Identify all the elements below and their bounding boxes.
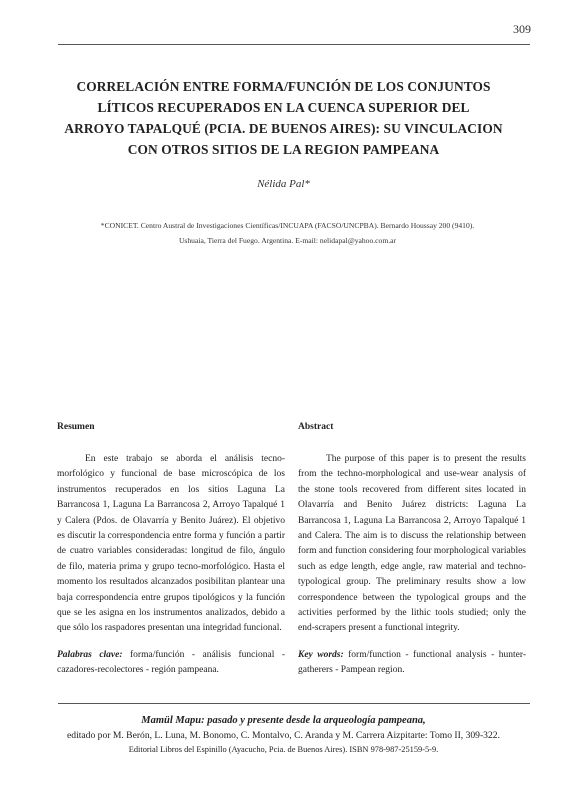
resumen-heading: Resumen <box>57 422 95 432</box>
resumen-section <box>57 420 285 679</box>
resumen-keywords <box>57 648 285 679</box>
affiliation-line: *CONICET. Centro Austral de Investigaciones Científicas/INCUAPA (FACSO/UNCPBA). Bernardo Houssay 200 (9410). <box>100 221 475 230</box>
paper-title <box>48 76 519 160</box>
title-line: CORRELACIÓN ENTRE FORMA/FUNCIÓN DE LOS CONJUNTOS <box>76 79 491 94</box>
author-name: Nélida Pal* <box>257 178 310 190</box>
book-title: Mamül Mapu: pasado y presente desde la arqueología pampeana, <box>141 715 426 726</box>
keywords-label: Palabras clave: <box>57 649 123 660</box>
abstract-section <box>298 420 526 679</box>
abstract-heading: Abstract <box>298 422 334 432</box>
book-publisher: Editorial Libros del Espinillo (Ayacucho, Pcia. de Buenos Aires). ISBN 978-987-25159-5-9. <box>128 745 439 754</box>
abstract-keywords <box>298 648 526 679</box>
page-number: 309 <box>513 22 531 36</box>
keywords-text: form/function - functional analysis - hunter-gatherers - Pampean region. <box>298 649 526 676</box>
title-line: ARROYO TAPALQUÉ (PCIA. DE BUENOS AIRES): SU VINCULACION <box>64 121 503 136</box>
book-editors: editado por M. Berón, L. Luna, M. Bonomo, C. Montalvo, C. Aranda y M. Carrera Aizpitarte: Tomo II, 309-322. <box>67 730 500 741</box>
affiliation-line: Ushuaia, Tierra del Fuego. Argentina. E-mail: nelidapal@yahoo.com.ar <box>178 236 397 245</box>
title-line: LÍTICOS RECUPERADOS EN LA CUENCA SUPERIOR DEL <box>97 100 470 115</box>
footer-divider <box>58 703 530 704</box>
header-divider <box>58 44 530 45</box>
author-affiliation <box>60 218 515 248</box>
abstract-body: The purpose of this paper is to present the results from the techno-morphological and use-wear analysis of the stone tools recovered from different sites located in Olavarría and Benito Juárez districts: Laguna La Barrancosa 1, Laguna La Barrancosa 2, Arroyo Tapalqué 1 and Calera. The aim is to discuss the relationship between form and function considering four morphological variables such as edge length, edge angle, raw material and techno-typological group. The preliminary results show a low correspondence between the typological groups and the activities performed by the lithic tools studied; only the end-scrapers present a functional integrity. <box>298 454 526 634</box>
keywords-text: forma/función - análisis funcional - cazadores-recolectores - región pampeana. <box>57 649 285 676</box>
title-line: CON OTROS SITIOS DE LA REGION PAMPEANA <box>127 142 440 157</box>
keywords-label: Key words: <box>298 649 344 660</box>
resumen-body: En este trabajo se aborda el análisis tecno-morfológico y funcional de base microscópica de los instrumentos recuperados en los sitios Laguna La Barrancosa 1, Laguna La Barrancosa 2, Arroyo Tapalqué 1 y Calera (Pdos. de Olavarría y Benito Juárez). El objetivo es discutir la correspondencia entre forma y función a partir de cuatro variables consideradas: longitud de filo, ángulo de filo, materia prima y grupo tecno-morfológico. Hasta el momento los resultados alcanzados posibilitan plantear una baja correspondencia entre grupos tipológicos y la función que se les asigna en los instrumentos analizados, debido a que sólo los raspadores presentan una integridad funcional. <box>57 454 285 634</box>
citation-footer <box>40 713 527 757</box>
